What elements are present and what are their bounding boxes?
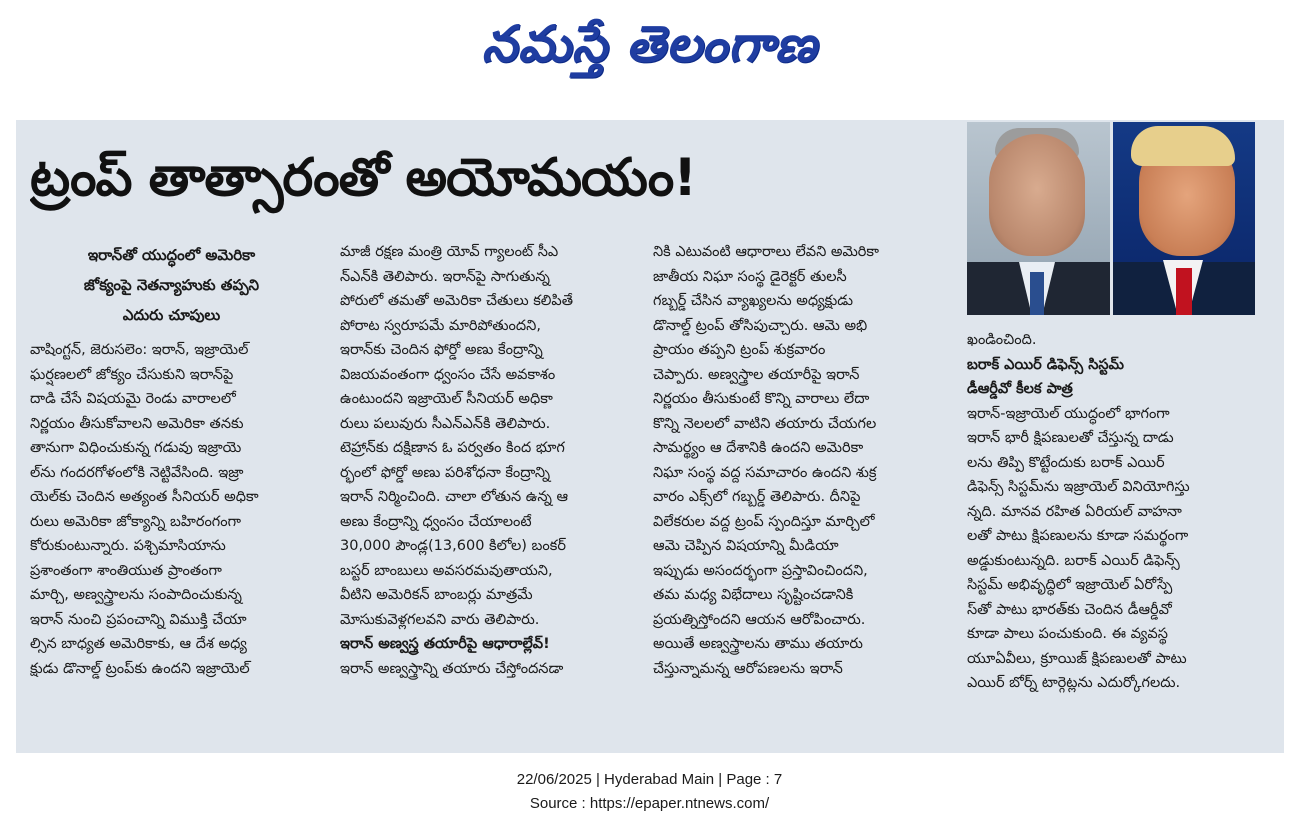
body-line: కూడా పాలు పంచుకుంది. ఈ వ్యవస్థ — [967, 626, 1168, 642]
body-line: గబ్బర్డ్ చేసిన వ్యాఖ్యలను అధ్యక్షుడు — [653, 293, 853, 309]
body-line: న్‌ఎన్‌కి తెలిపారు. ఇరాన్‌పై సాగుతున్న — [340, 268, 550, 285]
tie-shape — [1030, 272, 1044, 315]
body-line: నిర్ణయం తీసుకుంటే కొన్ని వారాలు లేదా — [653, 391, 870, 407]
body-line: ఖండించింది. — [967, 332, 1037, 348]
body-line: సిస్టమ్ అభివృద్ధిలో ఇజ్రాయెల్ ఏరోస్పే — [967, 577, 1173, 593]
body-line: ఘర్షణలలో జోక్యం చేసుకుని ఇరాన్‌పై — [30, 366, 234, 383]
body-line: సామర్థ్యం ఆ దేశానికి ఉందని అమెరికా — [653, 440, 864, 456]
body-line: స్‌తో పాటు భారత్‌కు చెందిన డీఆర్డీవో — [967, 601, 1172, 618]
body-line: మోసుకువెళ్లగలవని వారు తెలిపారు. — [340, 611, 540, 628]
body-line: 30,000 పౌండ్ల(13,600 కిలోల) బంకర్ — [340, 538, 566, 554]
section-heading: డీఆర్డీవో కీలక పాత్ర — [967, 381, 1073, 397]
body-line: ఇప్పుడు అసందర్భంగా ప్రస్తావించిందని, — [653, 562, 868, 579]
body-line: నిఘా సంస్థ వద్ద సమాచారం ఉందని శుక్ర — [653, 464, 877, 481]
body-line: వాషింగ్టన్, జెరుసలెం: ఇరాన్, ఇజ్రాయెల్ — [30, 342, 249, 358]
tie-shape — [1176, 268, 1192, 315]
body-line: ఆమె చెప్పిన విషయాన్ని మీడియా — [653, 538, 839, 554]
body-line: ల్‌ను గందరగోళంలోకి నెట్టివేసింది. ఇజ్రా — [30, 464, 244, 481]
subhead-line: జోక్యంపై నెతన్యాహుకు తప్పని — [83, 276, 260, 294]
body-line: వీటిని అమెరికన్ బాంబర్లు మాత్రమే — [340, 587, 533, 603]
subhead-line: ఎదురు చూపులు — [122, 306, 221, 324]
body-line: అణు కేంద్రాన్ని ధ్వంసం చేయాలంటే — [340, 513, 532, 530]
body-line: లతో పాటు క్షిపణులను కూడా సమర్థంగా — [967, 528, 1189, 544]
footer-date-edition: 22/06/2025 | Hyderabad Main | Page : 7 — [516, 771, 783, 788]
body-line: ఇరాన్ నుంచి ప్రపంచాన్ని విముక్తి చేయా — [30, 611, 247, 628]
body-line: దాడి చేసే విషయమై రెండు వారాలలో — [30, 391, 236, 407]
body-line: ల్సిన బాధ్యత అమెరికాకు, ఆ దేశ అధ్య — [30, 636, 247, 652]
body-line: జాతీయ నిఘా సంస్థ డైరెక్టర్ తులసీ — [653, 268, 847, 285]
body-line: పోరాట స్వరూపమే మారిపోతుందని, — [340, 317, 541, 334]
body-line: రులు పలువురు సీఎన్‌ఎన్‌కి తెలిపారు. — [340, 415, 551, 432]
body-line: చెప్పారు. అణ్వస్త్రాల తయారీపై ఇరాన్ — [653, 366, 860, 383]
article-column-4 — [967, 328, 1257, 696]
article-column-3 — [653, 240, 943, 681]
body-line: ఇరాన్‌కు చెందిన ఫోర్డో అణు కేంద్రాన్ని — [340, 342, 543, 358]
body-line: ప్రయత్నిస్తోందని ఆయన ఆరోపించారు. — [653, 611, 866, 628]
section-heading: బరాక్ ఎయిర్ డిఫెన్స్ సిస్టమ్ — [967, 356, 1124, 373]
hair-shape — [1131, 126, 1235, 166]
body-line: టెహ్రాన్‌కు దక్షిణాన ఓ పర్వతం కింద భూగ — [340, 440, 565, 456]
body-line: ఇరాన్ అణ్వస్త్రాన్ని తయారు చేస్తోందనడా — [340, 660, 564, 677]
body-line: ప్రశాంతంగా శాంతియుత ప్రాంతంగా — [30, 562, 222, 579]
body-line: విజయవంతంగా ధ్వంసం చేసే అవకాశం — [340, 366, 556, 383]
body-line: కొన్ని నెలలలో వాటిని తయారు చేయగల — [653, 415, 877, 432]
body-line: అడ్డుకుంటున్నది. బరాక్ ఎయిర్ డిఫెన్స్ — [967, 552, 1180, 569]
photo-trump — [1113, 122, 1255, 315]
body-line: మార్చి, అణ్వస్త్రాలను సంపాదించుకున్న — [30, 587, 242, 603]
body-line: పోరులో తమతో అమెరికా చేతులు కలిపితే — [340, 293, 574, 309]
body-line: ఎయిర్ బోర్న్ టార్గెట్లను ఎదుర్కోగలదు. — [967, 675, 1181, 691]
body-line: నికి ఎటువంటి ఆధారాలు లేవని అమెరికా — [653, 244, 879, 260]
body-line: ఉంటుందని ఇజ్రాయెల్ సీనియర్ అధికా — [340, 391, 553, 407]
body-line: చేస్తున్నామన్న ఆరోపణలను ఇరాన్ — [653, 660, 843, 677]
subhead-line: ఇరాన్‌తో యుద్ధంలో అమెరికా — [87, 246, 256, 264]
body-line: నిర్ణయం తీసుకోవాలని అమెరికా తనకు — [30, 415, 244, 432]
body-line: డిఫెన్స్ సిస్టమ్‌ను ఇజ్రాయెల్ వినియోగిస్తు — [967, 479, 1190, 495]
body-line: డొనాల్డ్ ట్రంప్ తోసిపుచ్చారు. ఆమె అభి — [653, 317, 868, 334]
body-line: మాజీ రక్షణ మంత్రి యోవ్ గ్యాలంట్ సీఎ — [340, 244, 559, 260]
body-line: ఇరాన్ భారీ క్షిపణులతో చేస్తున్న దాడు — [967, 430, 1174, 446]
body-line: యూఏవీలు, క్రూయిజ్ క్షిపణులతో పాటు — [967, 650, 1187, 667]
section-heading: ఇరాన్ అణ్వస్త్ర తయారీపై ఆధారాల్లేవ్! — [340, 636, 550, 652]
body-line: బస్టర్ బాంబులు అవసరమవుతాయని, — [340, 562, 553, 579]
body-line: రులు అమెరికా జోక్యాన్ని బహిరంగంగా — [30, 513, 241, 530]
masthead-title: నమస్తే తెలంగాణ — [481, 14, 818, 73]
article-column-2 — [340, 240, 630, 681]
body-line: అయితే అణ్వస్త్రాలను తాము తయారు — [653, 636, 863, 652]
body-line: ర్భంలో ఫోర్డో అణు పరిశోధనా కేంద్రాన్ని — [340, 464, 551, 481]
face-shape — [989, 134, 1085, 256]
body-line: యెల్‌కు చెందిన అత్యంత సీనియర్ అధికా — [30, 489, 259, 505]
body-line: కోరుకుంటున్నారు. పశ్చిమాసియాను — [30, 538, 226, 554]
body-line: విలేకరుల వద్ద ట్రంప్ స్పందిస్తూ మార్చిలో — [653, 513, 875, 530]
body-line: వారం ఎక్స్‌లో గబ్బర్డ్ తెలిపారు. దీనిపై — [653, 489, 861, 505]
body-line: న్నది. మానవ రహిత ఏరియల్ వాహనా — [967, 503, 1182, 520]
headline: ట్రంప్ తాత్సారంతో అయోమయం! — [30, 148, 696, 208]
photo-netanyahu — [967, 122, 1110, 315]
body-line: ప్రాయం తప్పని ట్రంప్ శుక్రవారం — [653, 342, 826, 358]
masthead — [0, 0, 1299, 100]
subheadline — [30, 240, 313, 330]
article-column-1 — [30, 240, 313, 681]
body-line: ఇరాన్ నిర్మించింది. చాలా లోతున ఉన్న ఆ — [340, 489, 569, 505]
body-line: తానుగా విధించుకున్న గడువు ఇజ్రాయె — [30, 440, 242, 456]
body-line: తమ మధ్య విభేదాలు సృష్టించడానికి — [653, 587, 854, 603]
body-line: క్షుడు డొనాల్డ్ ట్రంప్‌కు ఉందని ఇజ్రాయెల్ — [30, 660, 250, 677]
body-line: ఇరాన్-ఇజ్రాయెల్ యుద్ధంలో భాగంగా — [967, 405, 1170, 422]
footer — [0, 768, 1299, 816]
footer-source: Source : https://epaper.ntnews.com/ — [529, 795, 770, 812]
body-line: లను తిప్పి కొట్టేందుకు బరాక్ ఎయిర్ — [967, 454, 1165, 471]
